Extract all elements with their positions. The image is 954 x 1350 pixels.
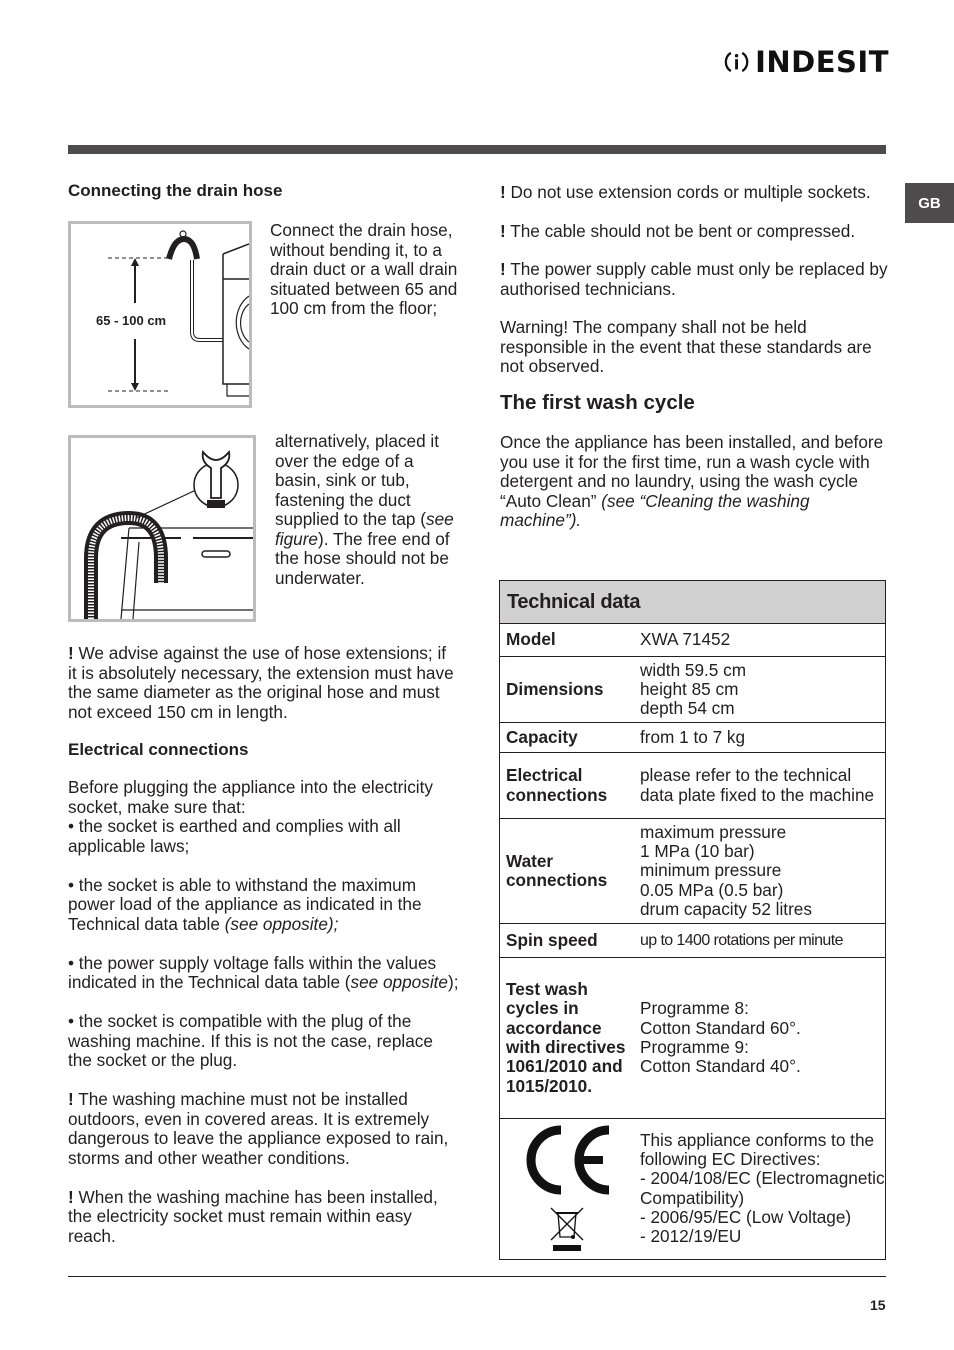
warning-cable-bent: [500, 222, 895, 242]
outdoor-warning: [68, 1090, 460, 1168]
table-row: [500, 753, 886, 819]
warning-text: The power supply cable must only be replaced by authorised technicians.: [500, 259, 888, 299]
table-row: [500, 723, 886, 753]
language-tab: [905, 183, 954, 223]
electrical-intro: Before plugging the appliance into the electricity socket, make sure that:: [68, 777, 433, 817]
value-line: Programme 9:: [640, 1037, 749, 1057]
row-value: from 1 to 7 kg: [634, 723, 886, 753]
table-row: [500, 624, 886, 657]
value-line: minimum pressure: [640, 860, 782, 881]
warning-extension-cords: [500, 183, 895, 203]
value-line: - 2004/108/EC (Electromagnetic Compatibility): [640, 1168, 885, 1208]
first-wash-heading: The first wash cycle: [500, 391, 695, 414]
bullet-2-text: • the socket is able to withstand the maximum power load of the appliance as indicated in the Technical data table: [68, 874, 422, 934]
warning-text: The cable should not be bent or compressed.: [505, 220, 856, 241]
row-value: [634, 958, 886, 1119]
value-line: height 85 cm: [640, 678, 739, 699]
row-label: Test wash cycles in accordance with directives 1061/2010 and 1015/2010.: [500, 958, 634, 1119]
first-wash-reference: (see “Cleaning the washing machine”).: [500, 490, 810, 530]
weee-crossed-bin-icon: [547, 1204, 587, 1254]
value-line: This appliance conforms to the following EC Directives:: [640, 1129, 875, 1170]
basin-text-italic: see figure: [275, 509, 454, 549]
header-divider-bar: [68, 145, 886, 154]
measure-label: 65 - 100 cm: [96, 313, 167, 328]
electrical-bullet-1: • the socket is earthed and complies with all applicable laws;: [68, 816, 401, 856]
warning-cable-replacement: [500, 260, 895, 299]
first-wash-text: [500, 433, 890, 531]
row-label: Water connections: [500, 819, 634, 924]
row-value: [634, 819, 886, 924]
warning-mark: !: [500, 182, 506, 202]
value-line: depth 54 cm: [640, 698, 735, 719]
row-label: Electrical connections: [500, 753, 634, 819]
bullet-3-italic: see opposite: [350, 972, 448, 992]
ce-directives: [634, 1119, 886, 1259]
drain-hose-height-figure: [68, 221, 252, 408]
value-line: - 2012/19/EU: [640, 1226, 742, 1247]
certification-icons: [500, 1119, 634, 1259]
warning-mark: !: [68, 643, 74, 663]
value-line: - 2006/95/EC (Low Voltage): [640, 1207, 852, 1228]
hose-extension-warning: [68, 644, 458, 722]
hose-basin-instructions: [275, 432, 457, 588]
warning-mark: !: [68, 1186, 74, 1207]
footer-divider: [68, 1276, 886, 1277]
row-value: please refer to the technical data plate fixed to the machine: [634, 753, 886, 819]
warning-text: The washing machine must not be installed outdoors, even in covered areas. It is extremely dangerous to leave the appliance exposed to rain, storms and other weather conditions.: [68, 1089, 449, 1168]
cable-warnings: [500, 183, 895, 377]
warning-text: When the washing machine has been installed, the electricity socket must remain within easy reach.: [68, 1186, 438, 1246]
table-row: [500, 924, 886, 958]
indesit-logo: [724, 40, 889, 84]
table-row: [500, 819, 886, 924]
row-label: Capacity: [500, 723, 634, 753]
row-label: Spin speed: [500, 924, 634, 958]
warning-text: We advise against the use of hose extensions; if it is absolutely necessary, the extension must have the same diameter as the original hose and must not exceed 150 cm in length.: [68, 643, 454, 722]
value-line: width 59.5 cm: [640, 659, 747, 680]
warning-mark: !: [500, 220, 506, 241]
electrical-bullet-3: [68, 954, 460, 993]
warning-mark: !: [500, 259, 506, 279]
drain-hose-instructions: Connect the drain hose, without bending it, to a drain duct or a wall drain situated between 65 and 100 cm from the floor;: [270, 220, 458, 318]
first-wash-body: Once the appliance has been installed, and before you use it for the first time, run a wash cycle with detergent and no laundry, using the wash cycle “Auto Clean”: [500, 432, 884, 511]
language-tab-label: GB: [918, 194, 941, 212]
warning-mark: !: [68, 1089, 74, 1109]
bullet-3-text: • the power supply voltage falls within the values indicated in the Technical data table (: [68, 952, 437, 992]
table-row-ce: [500, 1119, 886, 1259]
electrical-bullet-2: [68, 876, 460, 935]
value-line: drum capacity 52 litres: [640, 898, 812, 919]
electrical-connections-body: [68, 778, 460, 1246]
technical-data-table: [499, 580, 886, 1260]
value-line: Cotton Standard 60°.: [640, 1017, 801, 1038]
table-row: [500, 958, 886, 1119]
technical-data-rows: [500, 623, 886, 1259]
row-value: XWA 71452: [634, 624, 886, 657]
brand-name: INDESIT: [755, 45, 889, 79]
electrical-connections-heading: Electrical connections: [68, 740, 249, 759]
value-line: 1 MPa (10 bar): [640, 841, 755, 862]
page-number: 15: [870, 1297, 886, 1313]
drain-hose-heading: Connecting the drain hose: [68, 181, 283, 200]
bullet-3-end: );: [447, 972, 459, 992]
basin-text-a: alternatively, placed it over the edge of a basin, sink or tub, fastening the duct supplied to the tap (: [275, 431, 440, 529]
company-liability-warning: Warning! The company shall not be held responsible in the event that these standards are not observed.: [500, 317, 872, 376]
indesit-i-logo-icon: [724, 40, 749, 84]
value-line: Programme 8:: [640, 998, 749, 1019]
ce-mark-icon: [519, 1124, 615, 1196]
table-row: [500, 657, 886, 723]
row-value: up to 1400 rotations per minute: [634, 924, 886, 958]
row-value: [634, 657, 886, 723]
electrical-bullet-4: • the socket is compatible with the plug of the washing machine. If this is not the case, replace the socket or the plug.: [68, 1011, 433, 1070]
warning-text: Do not use extension cords or multiple sockets.: [505, 182, 871, 202]
hose-over-basin-diagram-icon: [71, 438, 253, 619]
value-line: 0.05 MPa (0.5 bar): [640, 879, 784, 900]
row-label: Dimensions: [500, 657, 634, 723]
drain-hose-height-diagram-icon: [71, 224, 249, 405]
bullet-2-italic: (see opposite);: [224, 913, 339, 934]
technical-data-heading: Technical data: [500, 581, 885, 623]
basin-text-b: ). The free end of the hose should not be underwater.: [275, 528, 450, 588]
value-line: Cotton Standard 40°.: [640, 1056, 801, 1077]
row-label: Model: [500, 624, 634, 657]
value-line: maximum pressure: [640, 821, 787, 842]
hose-over-basin-figure: [68, 435, 256, 622]
socket-reach-warning: [68, 1188, 460, 1247]
